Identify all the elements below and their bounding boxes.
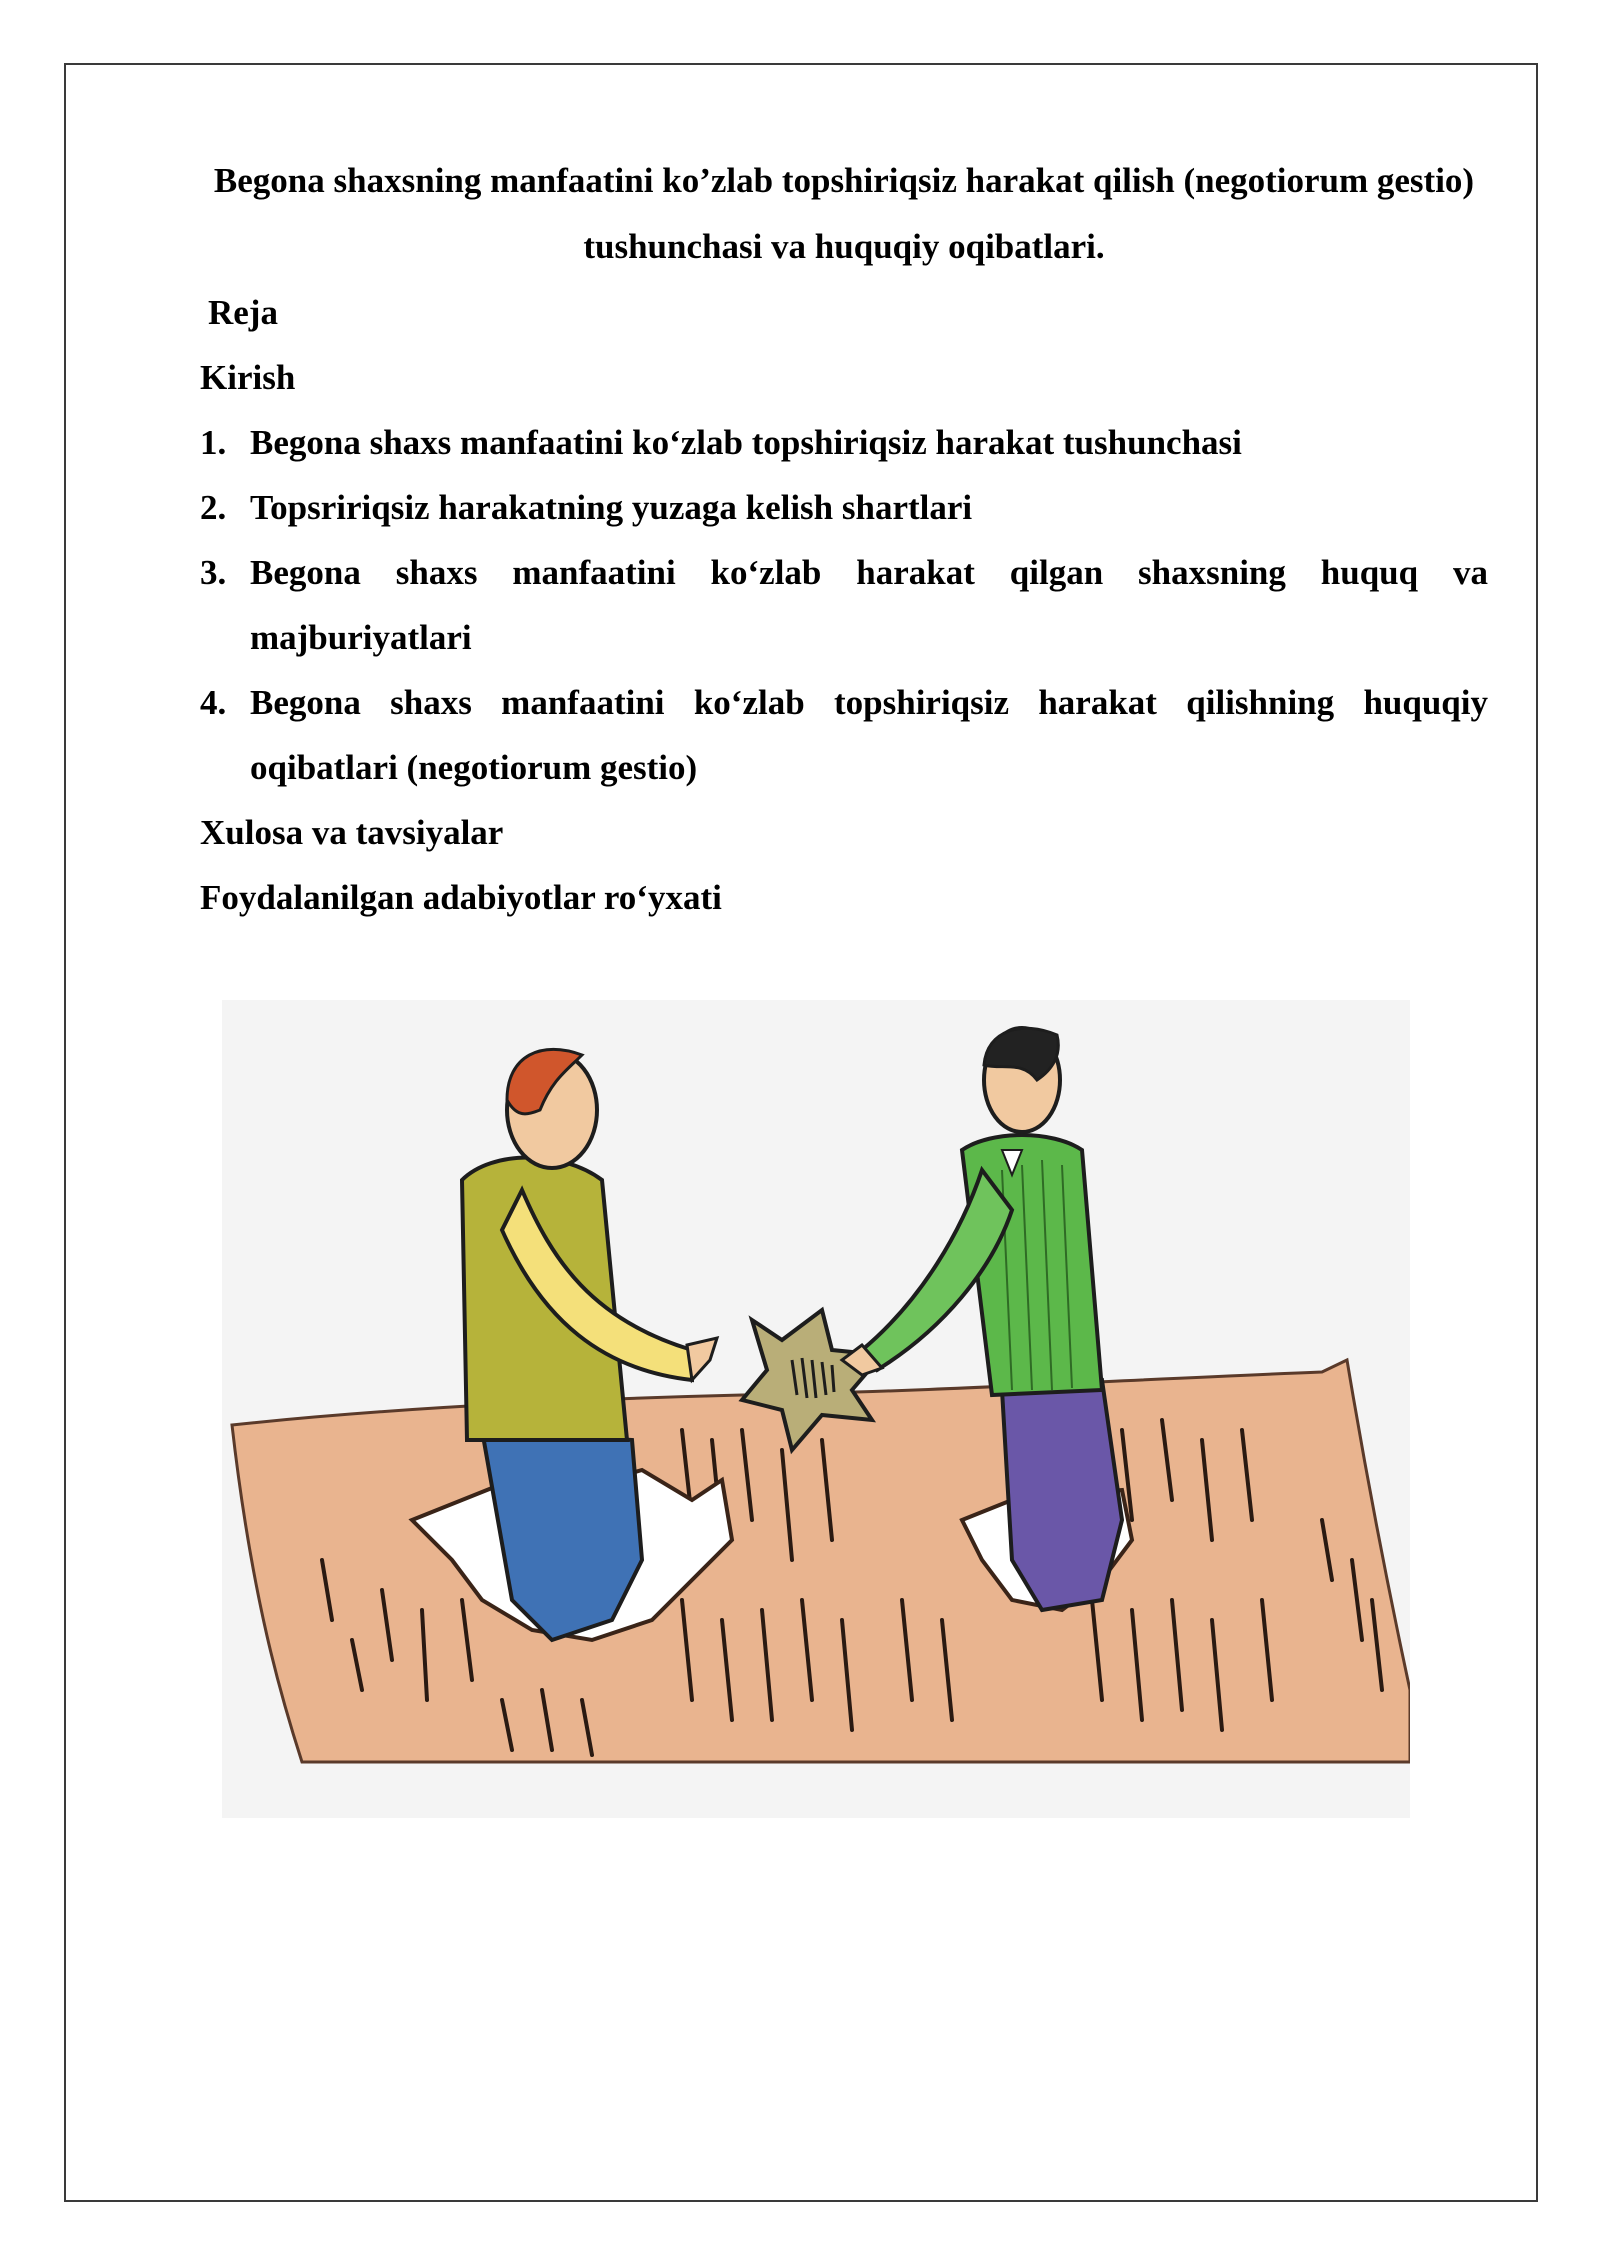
plan-item-text: Begona shaxs manfaatini ko‘zlab topshiriqsiz harakat qilishning huquqiy oqibatlari (negotiorum gestio) xyxy=(250,683,1488,787)
plan-item-1 xyxy=(200,410,1488,475)
handshake-illustration-svg xyxy=(222,1000,1410,1818)
left-man-hand xyxy=(687,1338,717,1380)
plan-list xyxy=(200,410,1488,800)
plan-heading: Reja xyxy=(208,293,278,332)
plan-item-text: Begona shaxs manfaatini ko‘zlab topshiriqsiz harakat tushunchasi xyxy=(250,423,1242,462)
references-item: Foydalanilgan adabiyotlar ro‘yxati xyxy=(200,878,722,917)
paper-document xyxy=(232,1360,1410,1762)
right-man-pants xyxy=(1002,1380,1122,1610)
intro-item: Kirish xyxy=(200,358,296,397)
handshake-illustration xyxy=(222,1000,1410,1818)
plan-item-3 xyxy=(200,540,1488,670)
plan-item-text: Begona shaxs manfaatini ko‘zlab harakat qilgan shaxsning huquq va majburiyatlari xyxy=(250,553,1488,657)
plan-item-4 xyxy=(200,670,1488,800)
plan-item-text: Topsririqsiz harakatning yuzaga kelish shartlari xyxy=(250,488,973,527)
plan-item-number: 2. xyxy=(200,488,227,527)
plan-item-number: 4. xyxy=(200,683,227,722)
plan-item-number: 1. xyxy=(200,423,227,462)
document-title: Begona shaxsning manfaatini ko’zlab topshiriqsiz harakat qilish (negotiorum gestio) tushunchasi va huquqiy oqibatlari. xyxy=(213,161,1475,266)
plan-item-2 xyxy=(200,475,1488,540)
document-body xyxy=(200,148,1488,930)
conclusion-item: Xulosa va tavsiyalar xyxy=(200,813,504,852)
plan-item-number: 3. xyxy=(200,553,227,592)
